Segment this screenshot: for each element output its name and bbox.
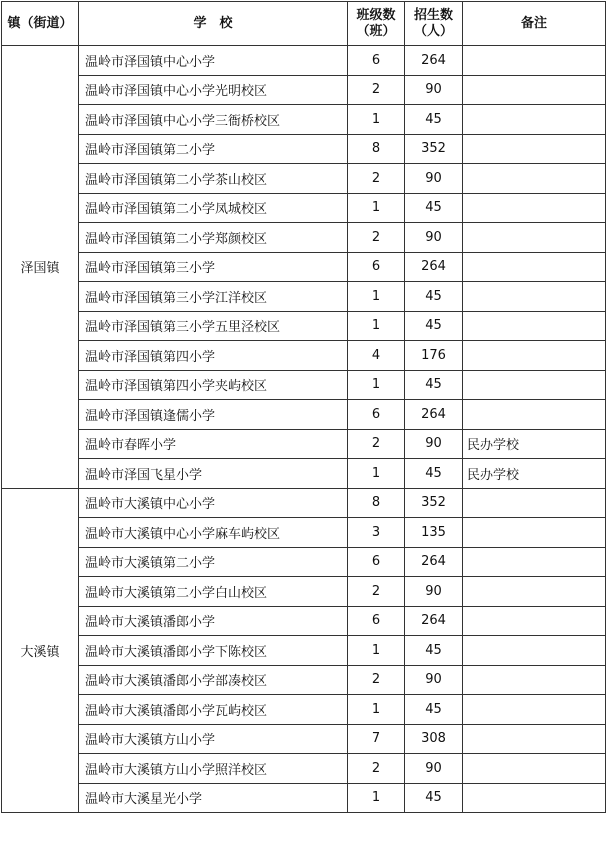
enroll-cell: 45 [405,193,463,223]
table-row [2,75,606,105]
school-cell: 温岭市泽国镇第二小学郑颜校区 [79,223,348,253]
header-enroll [405,2,463,46]
classes-cell: 1 [348,311,405,341]
table-row [2,577,606,607]
note-cell [463,518,606,548]
enroll-cell: 264 [405,252,463,282]
classes-cell: 1 [348,695,405,725]
table-row [2,488,606,518]
enroll-cell: 264 [405,46,463,76]
table-row [2,724,606,754]
header-enroll-line1: 招生数 [413,7,453,23]
table-row [2,252,606,282]
header-town: 镇（街道） [2,2,79,46]
school-cell: 温岭市大溪镇中心小学麻车屿校区 [79,518,348,548]
table-row [2,695,606,725]
school-cell: 温岭市泽国镇第四小学 [79,341,348,371]
classes-cell: 2 [348,164,405,194]
note-cell [463,606,606,636]
school-cell: 温岭市泽国镇第三小学江洋校区 [79,282,348,312]
note-cell [463,665,606,695]
classes-cell: 1 [348,193,405,223]
note-cell [463,783,606,813]
note-cell [463,193,606,223]
table-row [2,370,606,400]
enroll-cell: 45 [405,783,463,813]
header-classes [348,2,405,46]
header-classes-line1: 班级数 [356,7,396,23]
table-row [2,665,606,695]
enroll-cell: 45 [405,105,463,135]
note-cell [463,724,606,754]
note-cell [463,134,606,164]
school-cell: 温岭市大溪镇潘郎小学 [79,606,348,636]
enroll-cell: 90 [405,429,463,459]
note-cell [463,252,606,282]
note-cell: 民办学校 [463,459,606,489]
enrollment-table [1,1,606,813]
table-row [2,429,606,459]
table-row [2,46,606,76]
school-cell: 温岭市泽国镇第二小学 [79,134,348,164]
note-cell [463,636,606,666]
school-cell: 温岭市大溪镇潘郎小学下陈校区 [79,636,348,666]
classes-cell: 6 [348,400,405,430]
classes-cell: 6 [348,547,405,577]
table-row [2,754,606,784]
classes-cell: 1 [348,783,405,813]
school-cell: 温岭市大溪镇中心小学 [79,488,348,518]
school-cell: 温岭市大溪镇第二小学白山校区 [79,577,348,607]
note-cell [463,223,606,253]
school-cell: 温岭市泽国镇中心小学三衙桥校区 [79,105,348,135]
table-row [2,341,606,371]
note-cell [463,400,606,430]
classes-cell: 6 [348,252,405,282]
classes-cell: 6 [348,46,405,76]
table-row [2,282,606,312]
classes-cell: 1 [348,370,405,400]
note-cell [463,164,606,194]
school-cell: 温岭市大溪镇方山小学 [79,724,348,754]
school-cell: 温岭市泽国镇中心小学 [79,46,348,76]
school-cell: 温岭市泽国镇第二小学凤城校区 [79,193,348,223]
note-cell [463,311,606,341]
classes-cell: 1 [348,105,405,135]
enroll-cell: 90 [405,665,463,695]
table-row [2,459,606,489]
enroll-cell: 45 [405,311,463,341]
school-cell: 温岭市大溪镇第二小学 [79,547,348,577]
header-row [2,2,606,46]
enroll-cell: 264 [405,400,463,430]
table-row [2,636,606,666]
classes-cell: 7 [348,724,405,754]
note-cell: 民办学校 [463,429,606,459]
table-row [2,518,606,548]
school-cell: 温岭市泽国镇逢儒小学 [79,400,348,430]
enroll-cell: 45 [405,370,463,400]
table-row [2,547,606,577]
note-cell [463,488,606,518]
note-cell [463,75,606,105]
classes-cell: 2 [348,429,405,459]
enroll-cell: 90 [405,223,463,253]
classes-cell: 2 [348,577,405,607]
table-row [2,606,606,636]
table-row [2,311,606,341]
table-row [2,164,606,194]
enroll-cell: 352 [405,488,463,518]
enroll-cell: 135 [405,518,463,548]
enroll-cell: 308 [405,724,463,754]
note-cell [463,695,606,725]
note-cell [463,370,606,400]
enroll-cell: 45 [405,695,463,725]
note-cell [463,46,606,76]
school-cell: 温岭市大溪镇潘郎小学部凑校区 [79,665,348,695]
note-cell [463,547,606,577]
header-note: 备注 [463,2,606,46]
enroll-cell: 45 [405,282,463,312]
enroll-cell: 264 [405,606,463,636]
school-cell: 温岭市大溪镇潘郎小学瓦屿校区 [79,695,348,725]
table-row [2,783,606,813]
table-row [2,193,606,223]
school-cell: 温岭市泽国镇第三小学 [79,252,348,282]
note-cell [463,282,606,312]
enroll-cell: 90 [405,577,463,607]
classes-cell: 2 [348,75,405,105]
school-cell: 温岭市大溪星光小学 [79,783,348,813]
school-cell: 温岭市泽国镇第四小学夹屿校区 [79,370,348,400]
note-cell [463,754,606,784]
school-cell: 温岭市泽国镇第三小学五里泾校区 [79,311,348,341]
classes-cell: 3 [348,518,405,548]
school-cell: 温岭市泽国镇第二小学茶山校区 [79,164,348,194]
enroll-cell: 176 [405,341,463,371]
enroll-cell: 45 [405,459,463,489]
school-cell: 温岭市泽国飞星小学 [79,459,348,489]
classes-cell: 4 [348,341,405,371]
classes-cell: 1 [348,459,405,489]
header-enroll-line2: （人） [413,23,453,39]
classes-cell: 6 [348,606,405,636]
classes-cell: 2 [348,223,405,253]
classes-cell: 8 [348,134,405,164]
table-row [2,223,606,253]
note-cell [463,105,606,135]
enroll-cell: 352 [405,134,463,164]
school-cell: 温岭市大溪镇方山小学照洋校区 [79,754,348,784]
classes-cell: 2 [348,754,405,784]
classes-cell: 2 [348,665,405,695]
town-cell: 泽国镇 [2,46,79,489]
table-row [2,105,606,135]
school-cell: 温岭市春晖小学 [79,429,348,459]
enroll-cell: 45 [405,636,463,666]
table-row [2,134,606,164]
note-cell [463,577,606,607]
enroll-cell: 90 [405,75,463,105]
table-row [2,400,606,430]
note-cell [463,341,606,371]
school-cell: 温岭市泽国镇中心小学光明校区 [79,75,348,105]
classes-cell: 1 [348,636,405,666]
town-cell: 大溪镇 [2,488,79,813]
enroll-cell: 90 [405,754,463,784]
enroll-cell: 90 [405,164,463,194]
header-classes-line2: （班） [356,23,396,39]
header-school: 学 校 [79,2,348,46]
classes-cell: 8 [348,488,405,518]
classes-cell: 1 [348,282,405,312]
enroll-cell: 264 [405,547,463,577]
